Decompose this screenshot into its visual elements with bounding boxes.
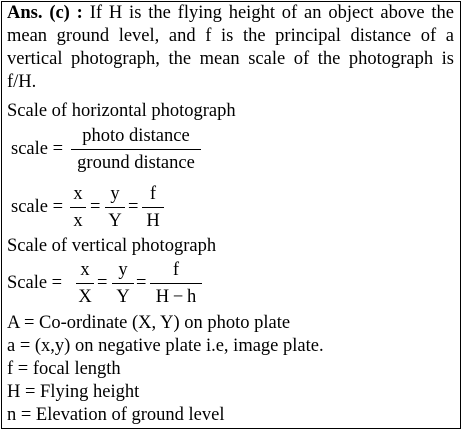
fraction-bar — [76, 283, 94, 284]
eq3-f1-num: x — [80, 260, 90, 280]
horizontal-heading: Scale of horizontal photograph — [7, 101, 236, 121]
eq3-f1-den: X — [78, 287, 92, 307]
definition-line: f = focal length — [7, 359, 121, 379]
definition-line: a = (x,y) on negative plate i.e, image plate. — [7, 336, 324, 356]
eq2-f2-num: y — [110, 184, 120, 204]
eq2-f2-den: Y — [108, 211, 122, 231]
equals-sign: = — [90, 197, 101, 217]
definition-line: H = Flying height — [7, 382, 140, 402]
answer-text: If H is the flying height of an object above the mean ground level, and f is the principal distance of a vertical photograph, the mean scale of the photograph is f/H. — [7, 3, 455, 92]
eq3-f3-den: H − h — [155, 287, 197, 307]
eq2-lhs: scale = — [11, 197, 64, 217]
eq1-denominator: ground distance — [77, 153, 195, 173]
equals-sign: = — [136, 273, 147, 293]
eq1-numerator: photo distance — [82, 126, 190, 146]
fraction-bar — [105, 207, 125, 208]
eq2-f1-den: x — [73, 211, 83, 231]
eq2-f3-num: f — [149, 184, 157, 204]
eq1-lhs: scale = — [11, 139, 64, 159]
equals-sign: = — [97, 273, 108, 293]
vertical-heading: Scale of vertical photograph — [7, 236, 217, 256]
fraction-bar — [142, 207, 164, 208]
answer-label: Ans. (c) : — [7, 3, 83, 23]
equals-sign: = — [128, 197, 139, 217]
eq3-f2-num: y — [118, 260, 128, 280]
eq3-f3-num: f — [172, 260, 180, 280]
eq3-f2-den: Y — [116, 287, 130, 307]
eq2-f3-den: H — [146, 211, 160, 231]
definition-line: A = Co-ordinate (X, Y) on photo plate — [7, 313, 291, 333]
eq3-lhs: Scale = — [7, 273, 63, 293]
definition-line: n = Elevation of ground level — [7, 405, 225, 425]
eq2-f1-num: x — [73, 184, 83, 204]
answer-paragraph — [7, 2, 454, 94]
fraction-bar — [112, 283, 134, 284]
fraction-bar — [70, 207, 86, 208]
fraction-bar — [71, 149, 201, 150]
fraction-bar — [150, 283, 202, 284]
